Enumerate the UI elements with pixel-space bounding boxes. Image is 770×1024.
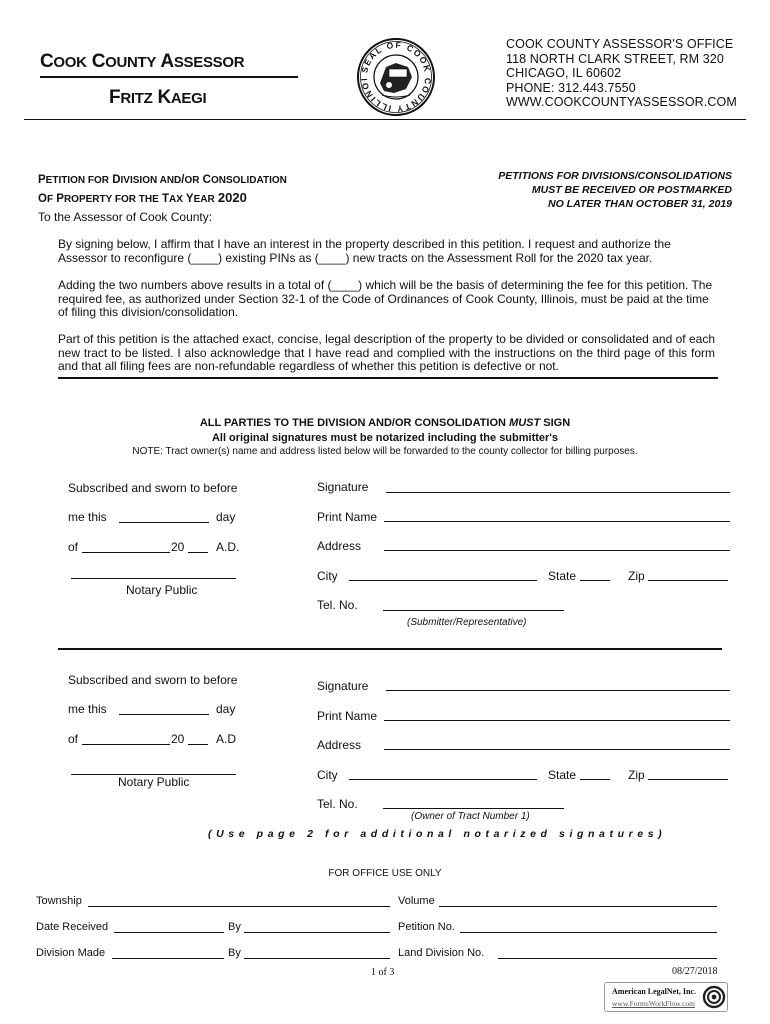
address-field[interactable] (384, 749, 730, 750)
address-label: Address (317, 738, 362, 752)
signature-field[interactable] (386, 690, 730, 691)
city-field[interactable] (349, 779, 537, 780)
month-field[interactable] (82, 552, 170, 553)
state-field[interactable] (580, 580, 610, 581)
state-label: State (548, 768, 577, 782)
paragraph-fee (58, 279, 715, 320)
me-this-label: me this (68, 510, 107, 524)
publisher-badge[interactable] (604, 982, 728, 1012)
office-website[interactable]: WWW.COOKCOUNTYASSESSOR.COM (506, 95, 737, 110)
city-label: City (317, 569, 338, 583)
day-field[interactable] (119, 522, 209, 523)
header-divider (24, 119, 746, 120)
county-seal-icon (356, 37, 436, 117)
month-field[interactable] (82, 744, 170, 745)
signing-subheading: All original signatures must be notarized including the submitter's (211, 432, 559, 444)
deadline-line: MUST BE RECEIVED OR POSTMARKED (531, 184, 732, 196)
of-label: of (68, 732, 79, 746)
petition-no-field[interactable] (460, 932, 717, 933)
address-label: Address (317, 539, 362, 553)
petition-deadline (498, 169, 732, 211)
by-label: By (228, 921, 241, 933)
by-label: By (228, 947, 241, 959)
ad-label: A.D. (216, 540, 240, 554)
header-name-rule (40, 76, 298, 78)
office-line: CHICAGO, IL 60602 (506, 66, 622, 81)
assessor-name: FRITZ KAEGI (109, 87, 207, 108)
signing-note: NOTE: Tract owner(s) name and address listed below will be forwarded to the county collector for billing purposes. (132, 446, 638, 457)
address-field[interactable] (384, 550, 730, 551)
volume-field[interactable] (439, 906, 717, 907)
zip-field[interactable] (648, 580, 728, 581)
svg-text:SEAL OF COOK COUNTY ILLINOIS: SEAL OF COOK COUNTY ILLINOI (358, 39, 434, 115)
zip-label: Zip (628, 768, 645, 782)
assessor-title: COOK COUNTY ASSESSOR (40, 51, 245, 72)
ad-label: A.D (216, 732, 237, 746)
paragraph-legal-text: Part of this petition is the attached exact, concise, legal description of the property to be divided or consolidated and of each new tract to be listed. I also acknowledge that I have read and complied with the instructions on the third page of this form and that all filing fees are non-refundable regardless of whether this petition is defective or not. (58, 332, 715, 374)
office-line: COOK COUNTY ASSESSOR'S OFFICE (506, 37, 734, 51)
petition-no-label: Petition No. (398, 921, 455, 933)
year-prefix: 20 (171, 540, 185, 554)
publisher-name: American LegalNet, Inc. (612, 987, 696, 996)
by-field[interactable] (244, 932, 390, 933)
date-received-field[interactable] (114, 932, 224, 933)
salutation: To the Assessor of Cook County: (38, 210, 213, 224)
publisher-logo-icon (702, 985, 726, 1009)
by-field[interactable] (244, 958, 390, 959)
me-this-label: me this (68, 702, 107, 716)
notary-signature-field[interactable] (71, 578, 236, 579)
notary-label: Notary Public (118, 775, 190, 789)
notary-label: Notary Public (126, 583, 198, 597)
land-division-no-field[interactable] (498, 958, 717, 959)
zip-label: Zip (628, 569, 645, 583)
print-name-field[interactable] (384, 521, 730, 522)
office-address (506, 37, 737, 110)
tel-field[interactable] (383, 610, 564, 611)
role-label: (Submitter/Representative) (407, 617, 527, 628)
city-label: City (317, 768, 338, 782)
city-field[interactable] (349, 580, 537, 581)
of-label: of (68, 540, 79, 554)
office-line: PHONE: 312.443.7550 (506, 80, 636, 95)
paragraph-fee-text: Adding the two numbers above results in a total of (____) which will be the basis of determining the fee for this petition. The required fee, as authorized under Section 32-1 of the Code of Ordinances of Cook County, Illinois, must be paid at the time of filing this division/consolidation. (58, 278, 713, 320)
tel-label: Tel. No. (317, 598, 358, 612)
year-prefix: 20 (171, 732, 185, 746)
signing-heading: ALL PARTIES TO THE DIVISION AND/OR CONSOLIDATION MUST SIGN (199, 417, 571, 429)
paragraph-authorize (58, 238, 715, 265)
division-made-field[interactable] (112, 958, 224, 959)
state-label: State (548, 569, 577, 583)
zip-field[interactable] (648, 779, 728, 780)
date-received-label: Date Received (36, 921, 109, 933)
role-label: (Owner of Tract Number 1) (411, 811, 530, 822)
office-use-heading: FOR OFFICE USE ONLY (328, 868, 442, 879)
petition-divider (58, 377, 718, 379)
paragraph-authorize-text: By signing below, I affirm that I have an interest in the property described in this petition. I request and authorize the Assessor to reconfigure (____) existing PINs as (____) new tracts on the Assessment Roll for the 2020 tax year. (58, 237, 671, 265)
day-label: day (216, 510, 236, 524)
deadline-line: NO LATER THAN OCTOBER 31, 2019 (548, 198, 732, 210)
petition-title: PETITION FOR DIVISION AND/OR CONSOLIDATION OF PROPERTY FOR THE TAX YEAR 2020 (38, 174, 287, 205)
paragraph-legal (58, 333, 715, 374)
block-divider (58, 648, 722, 650)
signature-label: Signature (317, 480, 369, 494)
land-division-no-label: Land Division No. (398, 947, 485, 959)
township-label: Township (36, 895, 82, 907)
year-field[interactable] (188, 744, 208, 745)
year-field[interactable] (188, 552, 208, 553)
additional-signatures-note: (Use page 2 for additional notarized signatures) (208, 828, 667, 840)
day-label: day (216, 702, 236, 716)
tel-field[interactable] (383, 808, 564, 809)
print-name-field[interactable] (384, 720, 730, 721)
tel-label: Tel. No. (317, 797, 358, 811)
volume-label: Volume (398, 895, 435, 907)
page-number: 1 of 3 (371, 967, 395, 978)
day-field[interactable] (119, 714, 209, 715)
signature-label: Signature (317, 679, 369, 693)
publisher-url: www.FormsWorkFlow.com (612, 999, 696, 1008)
print-name-label: Print Name (317, 510, 378, 524)
print-name-label: Print Name (317, 709, 378, 723)
form-date: 08/27/2018 (672, 966, 718, 977)
sworn-label: Subscribed and sworn to before (68, 673, 238, 687)
township-field[interactable] (88, 906, 390, 907)
sworn-label: Subscribed and sworn to before (68, 481, 238, 495)
signature-field[interactable] (386, 492, 730, 493)
state-field[interactable] (580, 779, 610, 780)
deadline-line: PETITIONS FOR DIVISIONS/CONSOLIDATIONS (498, 170, 732, 182)
office-line: 118 NORTH CLARK STREET, RM 320 (506, 51, 724, 66)
division-made-label: Division Made (36, 947, 106, 959)
